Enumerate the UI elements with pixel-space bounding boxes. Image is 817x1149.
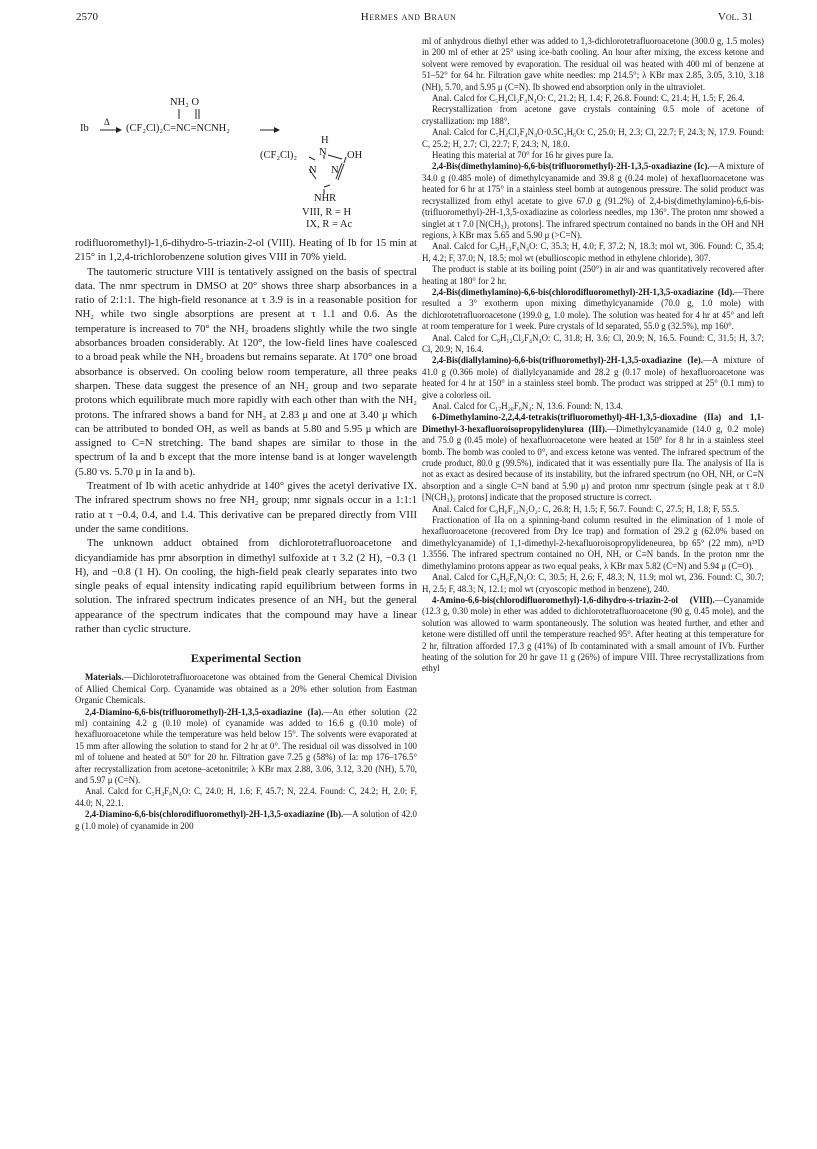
- paragraph-text: —There resulted a 3° exotherm upon mixing dimethylcyanamide (70.0 g, 1.0 mole) with dichlorotetrafluoroacetone (199.0 g, 1.0 mole). The solution was heated for 4 hr at 45° and left at room temperature for 1 week. Pure crystals of Id separated, 55.0 g (32.5%), mp 160°.: [422, 286, 764, 332]
- right-column: [422, 36, 764, 1126]
- page-number: 2570: [76, 11, 98, 23]
- paragraph-text: —An ether solution (22 ml) containing 4.2 g (0.10 mole) of cyanamide was added to 16.6 g (0.10 mole) of hexafluoroacetone while the temperature was held below 15°. The solvents were evaporated at 15 mm after allowing the solution to stand for 2 hr at 0°. The residual oil was dissolved in 100 ml of toluene and heated at 50° for 20 hr. Filtration gave 7.25 g (58%) of Ia: mp 176–176.5° after recrystallization from acetone–acetonitrile; λ KBr max 2.88, 3.06, 3.12, 3.20 (NH), 5.70, and 5.97 μ (C=N).: [75, 706, 417, 785]
- paragraph: The product is stable at its boiling point (250°) in air and was quantitatively recovered after heating at 180° for 2 hr.: [422, 264, 764, 286]
- running-title: Hermes and Braun: [360, 11, 457, 23]
- scheme-n1: N: [319, 147, 327, 158]
- paragraph-text: —A mixture of 34.0 g (0.485 mole) of dimethylcyanamide and 39.8 g (0.24 mole) of hexafluoroacetone was heated for 6 hr at 175° in a stainless steel bomb at autogenous pressure. The solid product was recrystallized from ethyl acetate to give 67.0 g (91.2%) of 2,4-bis(dimethylamino)-6,6-bis-(trifluoromethyl)-2H-1,3,5-oxadiazine as colorless needles, mp 136°. The proton nmr showed a singlet at τ 7.0 [N(CH₃)₂ protons]. The infrared spectrum contained no bands in the OH and NH regions, λ KBr max 5.65 and 5.90 μ (>C=N).: [422, 161, 764, 240]
- paragraph: rodifluoromethyl)-1,6-dihydro-5-triazin-2-ol (VIII). Heating of Ib for 15 min at 215° in 1,2,4-trichlorobenzene solution gives VIII in 70% yield.: [75, 238, 417, 264]
- scheme-oh: OH: [347, 150, 363, 161]
- analysis-line: Anal. Calcd for C₅H₄Cl₂F₄N₄O·0.5C₃H₆O: C, 25.0; H, 2.3; Cl, 22.7; F, 24.3; N, 17.9. Found: C, 25.2; H, 2.7; Cl, 22.7; F, 24.3; N, 18.0.: [422, 127, 764, 149]
- subheading: 2,4-Bis(dimethylamino)-6,6-bis(trifluoromethyl)-2H-1,3,5-oxadiazine (Ic).: [432, 161, 710, 172]
- subheading: 4-Amino-6,6-bis(chlorodifluoromethyl)-1,6-dihydro-s-triazin-2-ol (VIII).: [432, 594, 715, 605]
- experimental-paragraph: [422, 412, 764, 503]
- analysis-line: Anal. Calcd for C₅H₄F₆N₄O: C, 24.0; H, 1.6; F, 45.7; N, 22.4. Found: C, 24.2; H, 2.0; F, 44.0; N, 22.1.: [75, 786, 417, 808]
- analysis-line: Anal. Calcd for C₉H₆F₁₂N₂O₂: C, 26.8; H, 1.5; F, 56.7. Found: C, 27.5; H, 1.8; F, 55.5.: [432, 503, 740, 514]
- scheme-bonds: [80, 95, 420, 235]
- subheading: 6-Dimethylamino-2,2,4,4-tetrakis(trifluoromethyl)-4H-1,3,5-dioxadine (IIa) and 1,1-Dimethyl-3-hexafluoroisopropylidenylurea (III).: [422, 412, 764, 434]
- scheme-label-viii: VIII, R = H: [302, 207, 352, 218]
- scheme-h: H: [321, 135, 329, 146]
- scheme-cf2cl: (CF₂Cl)₂: [260, 150, 298, 161]
- left-column: [75, 237, 417, 1117]
- scheme-nh2o: NH₂ O: [170, 97, 200, 108]
- paragraph-text: —A mixture of 41.0 g (0.366 mole) of diallylcyanamide and 28.2 g (0.17 mole) of hexafluoroacetone was heated for 4 hr at 150° in a stainless steel bomb. The product was stripped at 25° (0.1 mm) to give a colorless oil.: [422, 355, 764, 400]
- paragraph: The tautomeric structure VIII is tentatively assigned on the basis of spectral data. The nmr spectrum in DMSO at 20° shows three sharp absorbances in a ratio of 2:1:1. The high-field resonance at τ 3.9 is in a reasonable position for NH₂ while two single absorptions are present at τ 1.1 and 0.6. As the temperature is increased to 70° the NH₂ broadens slightly while the two single absorbances broaden considerably. At 120°, the low-field lines have coalesced to a broad peak while the NH₂ broadens but remains separate. At 170° one broad absorbance is observed. On cooling below room temperature, all three peaks sharpen. These data suggest the presence of an NH₂ group and two separate protons which equilibrate much more rapidly with each other than with the NH₂ protons. The infrared shows a band for NH₂ at 2.83 μ and one at 3.40 μ which can be attributed to bonded OH, as well as bands at 5.80 and 5.95 μ which are assigned to C=N stretching. The band shapes are similar to those in the spectrum of Ia and b except that the more intense band is at longer wavelength (5.80 vs. 5.70 μ in Ia and b).: [75, 266, 417, 478]
- section-heading: Experimental Section: [190, 651, 302, 666]
- scheme-heat-symbol: Δ: [104, 117, 110, 127]
- analysis-line: Anal. Calcd for C₁₇H₂₀F₆N₄: N, 13.6. Found: N, 13.4.: [432, 401, 623, 411]
- paragraph: Recrystallization from acetone gave crystals containing 0.5 mole of acetone of crystallization: mp 188°.: [422, 104, 764, 126]
- experimental-paragraph: [422, 355, 764, 401]
- paragraph: ml of anhydrous diethyl ether was added to 1,3-dichlorotetrafluoroacetone (300.0 g, 1.5 moles) in 200 ml of ether at 25° using ice-bath cooling. An hour after mixing, the excess ketone and solvent were removed by evaporation. The residual oil was heated with 400 ml of benzene at 51–52° for 64 hr. Filtration gave white needles: mp 214.5°; λ KBr max 2.85, 3.05, 3.10, 3.18 (NH), 5.70, and 5.95 μ (C=N). Ib showed end absorption only in the ultraviolet.: [422, 36, 764, 92]
- subheading: Materials.: [85, 672, 124, 683]
- analysis-line: Anal. Calcd for C₆H₆F₆N₂O: C, 30.5; H, 2.6; F, 48.3; N, 11.9; mol wt, 236. Found: C, 30.7; H, 2.5; F, 48.3; N, 12.1; mol wt (cryoscopic method in benzene), 240.: [422, 572, 764, 594]
- running-header: [0, 11, 817, 27]
- volume-label: Vol. 31: [717, 11, 753, 23]
- paragraph: Fractionation of IIa on a spinning-band column resulted in the elimination of 1 mole of hexafluoroacetone (recovered from Dry Ice trap) and formation of 29.2 g (62.0% based on dimethylcyanamide) of 1,1-dimethyl-2-hexafluoroisopropylideneurea, bp 65° (22 mm), n²⁵D 1.3556. The infrared spectrum contained no OH, NH, or C≡N bands. In the proton nmr the dimethylamino protons appear as two equal peaks, λ KBr max 5.82 (C=N) and 5.94 μ (C=O).: [422, 515, 764, 571]
- paragraph: Treatment of Ib with acetic anhydride at 140° gives the acetyl derivative IX. The infrared spectrum shows no free NH₂ group; nmr signals occur in a 1:1:1 ratio at τ −0.4, 0.4, and 1.4. This derivative can be prepared directly from VIII under the same conditions.: [75, 481, 417, 535]
- scheme-ib: Ib: [80, 123, 89, 134]
- paragraph: Heating this material at 70° for 16 hr gives pure Ia.: [432, 150, 614, 161]
- paragraph-text: —Dimethylcyanamide (14.0 g, 0.2 mole) and 75.0 g (0.45 mole) of hexafluoroacetone were heated at 150° for 8 hr in a stainless steel bomb. The bomb was cooled to 0°, and excess ketone was vented. The infrared spectrum of the crude product, 80.0 g (99.5%), indicated that it was essentially pure IIa. The analysis of IIa is not as exact as desired because of its instability, but the infrared spectrum (no OH, NH, or C≡N absorption and a single C=N band at 5.90 μ) and proton nmr spectrum (single peak at τ 8.0 [N(CH₃)₂ protons] indicate that the proposed structure is correct.: [422, 423, 764, 503]
- experimental-paragraph: [422, 161, 764, 241]
- scheme-n2: N: [309, 165, 317, 176]
- paragraph: The unknown adduct obtained from dichlorotetrafluoroacetone and dicyandiamide has pmr absorption in dimethyl sulfoxide at τ 3.2 (2 H), −0.3 (1 H), and −0.8 (1 H). On cooling, the high-field peak clearly separates into two single peaks of equal intensity indicating rapid equilibrium between forms in solution. The infrared spectrum indicates presence of an NH₂ but the general appearance of the spectrum indicates that the compound may have a linear rather than cyclic structure.: [75, 538, 417, 636]
- scheme-nhr: NHR: [314, 193, 337, 204]
- scheme-n3: N: [331, 165, 339, 176]
- analysis-line: Anal. Calcd for C₅H₄Cl₂F₄N₄O: C, 21.2; H, 1.4; F, 26.8. Found: C, 21.4; H, 1.5; F, 26.4.: [432, 93, 745, 104]
- subheading: 2,4-Bis(diallylamino)-6,6-bis(trifluoromethyl)-2H-1,3,5-oxadiazine (Ie).: [432, 355, 703, 366]
- paragraph-text: —Dichlorotetrafluoroacetone was obtained from the General Chemical Division of Allied Chemical Corp. Cyanamide was obtained as a 20% ether solution from Eastman Organic Chemicals.: [75, 672, 417, 706]
- paragraph-text: —A solution of 42.0 g (1.0 mole) of cyanamide in 200: [75, 809, 417, 831]
- scheme-linear-intermediate: (CF₂Cl)₂C=NC=NCNH₂: [126, 123, 230, 134]
- reaction-scheme: [80, 95, 420, 235]
- experimental-paragraph: [422, 595, 764, 675]
- experimental-paragraph: [75, 707, 417, 787]
- scheme-label-ix: IX, R = Ac: [306, 219, 353, 230]
- subheading: 2,4-Diamino-6,6-bis(chlorodifluoromethyl)-2H-1,3,5-oxadiazine (Ib).: [85, 809, 344, 820]
- experimental-paragraph: [75, 672, 417, 706]
- experimental-paragraph: [422, 287, 764, 333]
- subheading: 2,4-Diamino-6,6-bis(trifluoromethyl)-2H-1,3,5-oxadiazine (Ia).: [85, 706, 324, 717]
- paragraph-text: —Cyanamide (12.3 g, 0.30 mole) in ether was added to dichlorotetrafluoroacetone (90 g, 0.45 mole), and the solution was allowed to warm spontaneously. The solution was heated further, and ether and ketone were distilled off until the temperature reached 95°. After heating at this temperature for 2 hr, filtration afforded 17.3 g (41%) of Ib contaminated with a small amount of IVb. Further heating of the solution for 20 hr gave 11 g (26%) of impure VIII. Three recrystallizations from ethyl: [422, 594, 764, 674]
- analysis-line: Anal. Calcd for C₉H₁₂F₆N₄O: C, 35.3; H, 4.0; F, 37.2; N, 18.3; mol wt, 306. Found: C, 35.4; H, 4.2; F, 37.0; N, 18.5; mol wt (ebullioscopic method in ethylene chloride), 307.: [422, 241, 764, 263]
- analysis-line: Anal. Calcd for C₉H₁₂Cl₂F₄N₄O: C, 31.8; H, 3.6; Cl, 20.9; N, 16.5. Found: C, 31.5; H, 3.7; Cl, 20.9; N, 16.4.: [422, 332, 764, 354]
- subheading: 2,4-Bis(dimethylamino)-6,6-bis(chlorodifluoromethyl)-2H-1,3,5-oxadiazine (Id).: [432, 286, 735, 297]
- experimental-paragraph: [75, 809, 417, 832]
